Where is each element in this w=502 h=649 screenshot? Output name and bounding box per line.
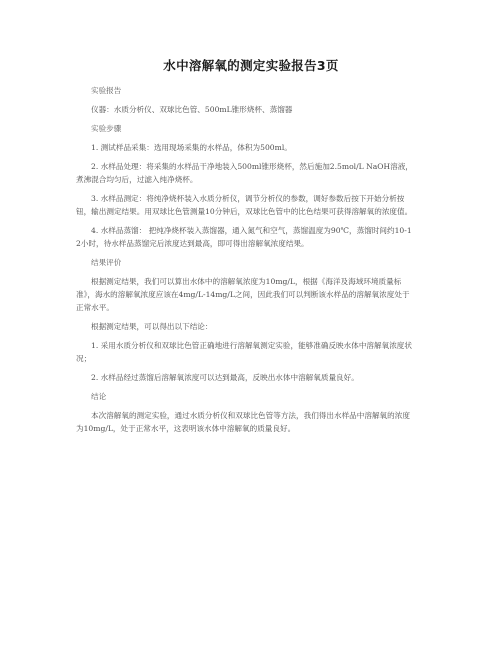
paragraph-step-3: 3. 水样品测定：将纯净烧杯装入水质分析仪，调节分析仪的参数，调好参数后按下开始分析按钮，输出测定结果。用双球比色管测量10分钟后，双球比色管中的比色结果可获得溶解氧的浓度值。 bbox=[76, 194, 413, 216]
paragraph-step-1: 1. 测试样品采集：选用现场采集的水样品，体积为500ml。 bbox=[91, 143, 292, 152]
paragraph-conclusion-2: 2. 水样品经过蒸馏后溶解氧浓度可以达到最高，反映出水体中溶解氧质量良好。 bbox=[91, 373, 359, 382]
paragraph-conclusion-1: 1. 采用水质分析仪和双球比色管正确地进行溶解氧测定实验，能够准确反映水体中溶解氧浓度状况； bbox=[76, 341, 412, 363]
section-heading-evaluation: 结果评价 bbox=[91, 258, 122, 267]
paragraph-conclusions-intro: 根据测定结果，可以得出以下结论： bbox=[91, 322, 213, 331]
document-body bbox=[76, 84, 414, 441]
paragraph-final-conclusion: 本次溶解氧的测定实验，通过水质分析仪和双球比色管等方法，我们得出水样品中溶解氧的浓度为10mg/L，处于正常水平，这表明该水体中溶解氧的质量良好。 bbox=[76, 411, 410, 433]
paragraph-step-2: 2. 水样品处理：将采集的水样品干净地装入500ml锥形烧杯，然后施加2.5mol/L NaOH溶液，煮沸混合均匀后，过滤入纯净烧杯。 bbox=[76, 162, 413, 184]
paragraph-instruments: 仪器：水质分析仪、双球比色管、500mL锥形烧杯、蒸馏器 bbox=[91, 105, 293, 114]
section-heading-report: 实验报告 bbox=[91, 86, 122, 95]
document-title: 水中溶解氧的测定实验报告3页 bbox=[163, 58, 339, 73]
section-heading-conclusion: 结论 bbox=[91, 392, 107, 401]
section-heading-steps: 实验步骤 bbox=[91, 124, 122, 133]
paragraph-evaluation: 根据测定结果，我们可以算出水体中的溶解氧浓度为10mg/L，根据《海洋及海域环境质量标准》，海水的溶解氧浓度应该在4mg/L-14mg/L之间，因此我们可以判断该水样品的溶解氧浓度处于正常水平。 bbox=[76, 277, 410, 312]
paragraph-step-4: 4. 水样品蒸馏： 把纯净烧杯装入蒸馏器，通入氮气和空气，蒸馏温度为90℃，蒸馏时间约10-12小时，待水样品蒸馏完后浓度达到最高，即可得出溶解氧浓度结果。 bbox=[76, 226, 412, 248]
